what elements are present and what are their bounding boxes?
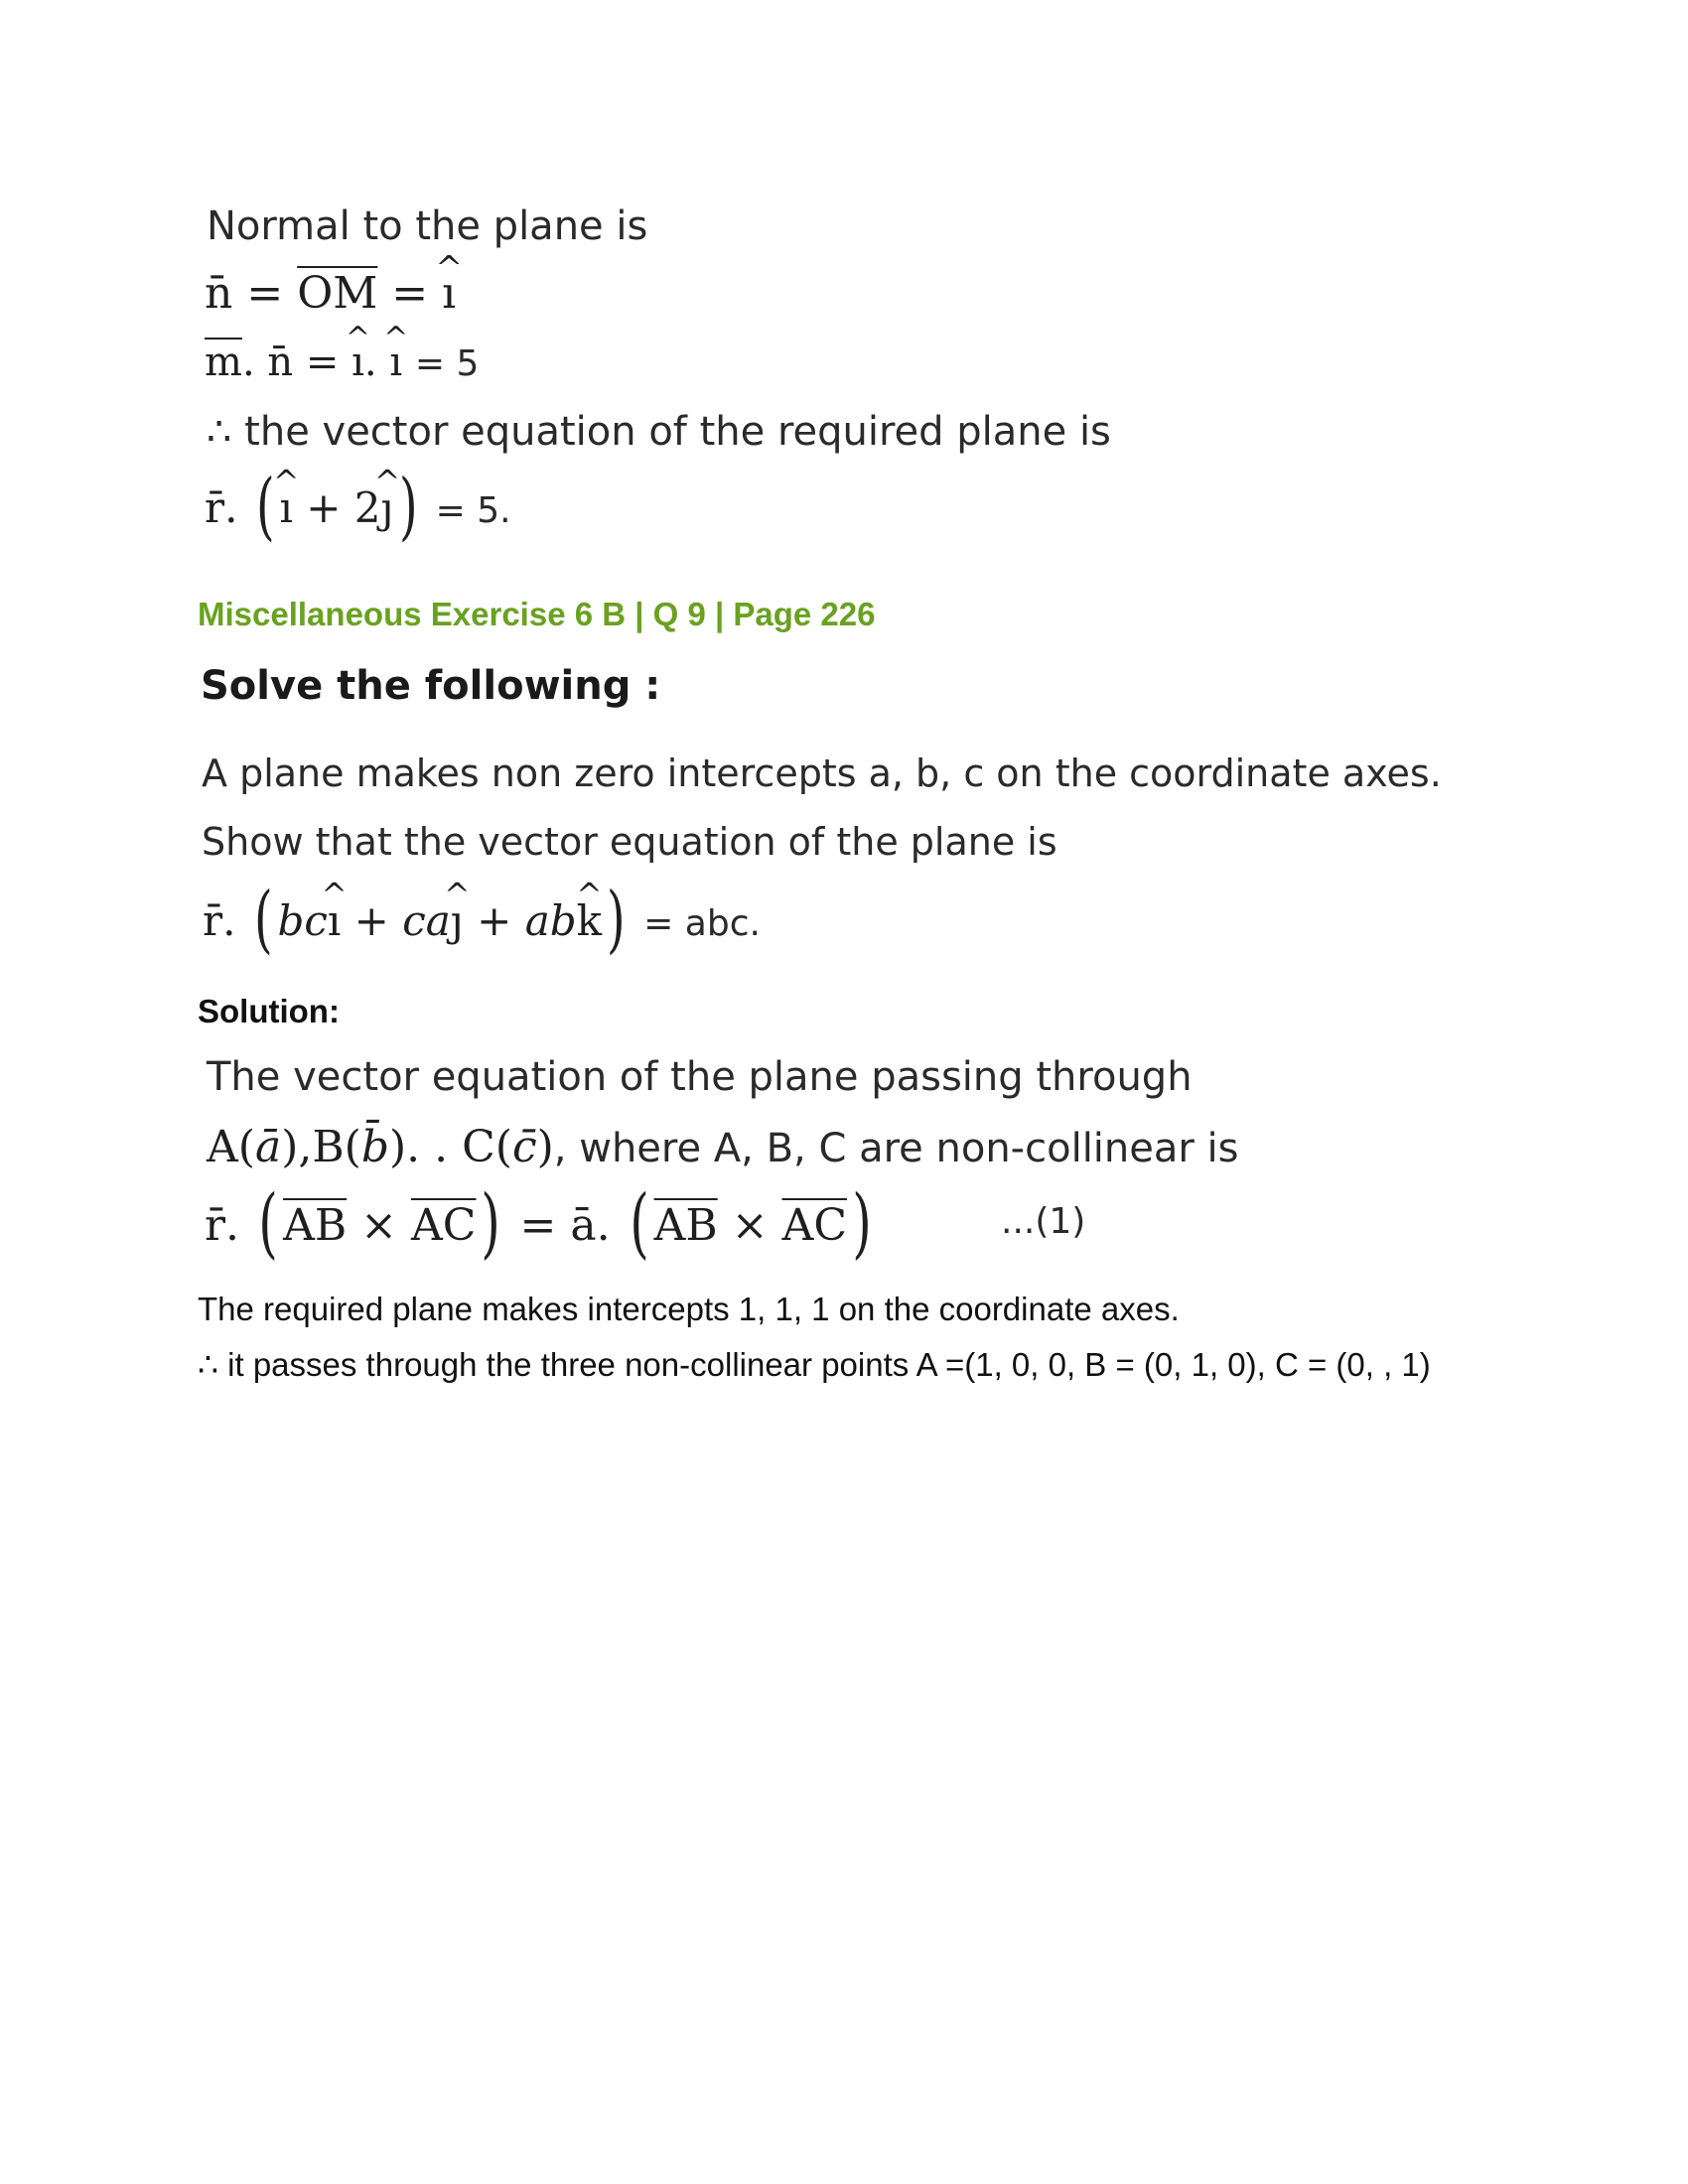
solution-line-1: The vector equation of the plane passing through xyxy=(207,1054,1193,1100)
question-plane-equation: r̄. ( bc^ ı + ca^ ȷ + ab^ k) = abc. xyxy=(203,891,761,950)
question-line-2: Show that the vector equation of the plane is xyxy=(202,820,1057,864)
plane-equation-1: r̄. ( ^ ı + 2^ ȷ) = 5. xyxy=(205,478,511,537)
solution-text-2: ∴ it passes through the three non-collinear points A =(1, 0, 0, B = (0, 1, 0), C = (0, , 1) xyxy=(198,1346,1431,1383)
question-equation-rhs: = abc. xyxy=(643,903,761,945)
solution-text-1: The required plane makes intercepts 1, 1, 1 on the coordinate axes. xyxy=(198,1291,1180,1327)
solution-line-2-text: , where A, B, C are non-collinear is xyxy=(553,1126,1239,1171)
plane-equation-1-rhs: = 5. xyxy=(435,490,511,532)
normal-vector-equation: n̄ = $\overline{OM}$ = ^ ı xyxy=(205,268,456,319)
normal-intro-text: Normal to the plane is xyxy=(207,204,648,249)
plane-through-points-equation: r̄. ( $\overline{AB} \times \overline{AC}$) = ā. ( $\overline{AB} \times \overline{AC}$) xyxy=(205,1179,872,1268)
dot-product-equation: $\overline{m}$. n̄ = ^ ı. ^ ı = 5 xyxy=(205,340,479,385)
equation-reference: ...(1) xyxy=(1001,1201,1086,1242)
dot-product-value: 5 xyxy=(456,343,480,384)
question-line-1: A plane makes non zero intercepts a, b, c on the coordinate axes. xyxy=(202,751,1442,795)
solution-line-2: A(ā),B(b̄). . C(c̄), where A, B, C are non-collinear is xyxy=(207,1122,1239,1172)
therefore-statement: ∴ the vector equation of the required plane is xyxy=(207,409,1111,455)
question-title: Solve the following : xyxy=(201,663,661,709)
exercise-heading: Miscellaneous Exercise 6 B | Q 9 | Page 226 xyxy=(198,596,876,632)
solution-label: Solution: xyxy=(198,993,340,1029)
